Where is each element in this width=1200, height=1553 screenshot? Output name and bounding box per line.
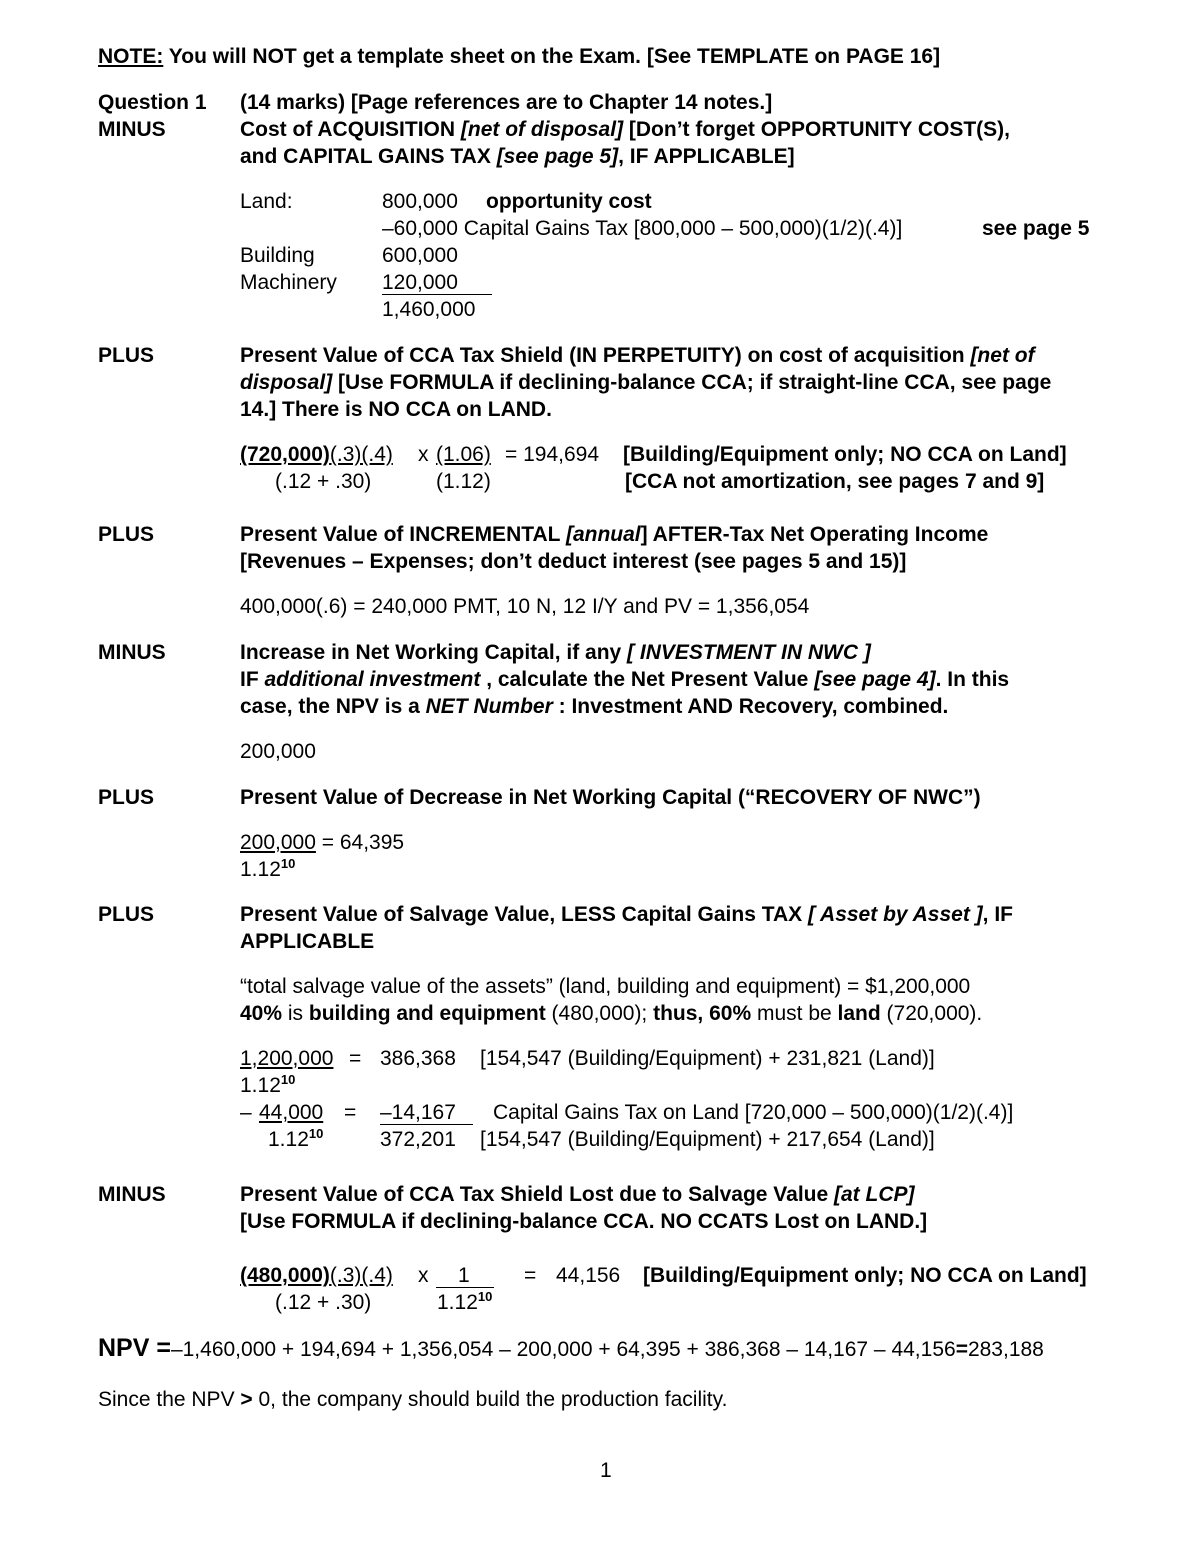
recovery-heading: Present Value of Decrease in Net Working Capital (“RECOVERY OF NWC”) — [240, 786, 981, 809]
cca-formula-x: x — [418, 443, 429, 466]
cca-heading-2: disposal] [Use FORMULA if declining-balance CCA; if straight-line CCA, see page — [240, 371, 1052, 394]
income-heading-1: Present Value of INCREMENTAL [annual] AFTER-Tax Net Operating Income — [240, 523, 989, 546]
cgt-ref: see page 5 — [982, 217, 1090, 240]
cca-formula-denominator-2: (1.12) — [436, 470, 491, 493]
cgt-pv: –14,167 — [380, 1101, 456, 1124]
ccats-lost-equals: = — [524, 1264, 537, 1287]
cgt-note: Capital Gains Tax on Land [720,000 – 500,000)(1/2)(.4)] — [493, 1101, 1014, 1124]
cca-note-2: [CCA not amortization, see pages 7 and 9] — [625, 470, 1045, 493]
cgt-subtotal-rule — [380, 1124, 473, 1125]
income-heading-2: [Revenues – Expenses; don’t deduct interest (see pages 5 and 15)] — [240, 550, 907, 573]
ccats-lost-one: 1 — [458, 1264, 470, 1287]
building-label: Building — [240, 244, 315, 267]
net-salvage-value: 372,201 — [380, 1128, 456, 1151]
ccats-lost-note: [Building/Equipment only; NO CCA on Land] — [643, 1264, 1087, 1287]
npv-expression: –1,460,000 + 194,694 + 1,356,054 – 200,000 + 64,395 + 386,368 – 14,167 – 44,156 — [170, 1338, 956, 1361]
acquisition-heading-1: Cost of ACQUISITION [net of disposal] [Don’t forget OPPORTUNITY COST(S), — [240, 118, 1010, 141]
cca-note-1: [Building/Equipment only; NO CCA on Land] — [623, 443, 1067, 466]
ccats-lost-heading-1: Present Value of CCA Tax Shield Lost due to Salvage Value [at LCP] — [240, 1183, 915, 1206]
npv-result: 283,188 — [967, 1338, 1044, 1361]
note-text: You will NOT get a template sheet on the Exam. [See TEMPLATE on PAGE 16] — [168, 45, 941, 68]
salvage-denominator: 1.12$^{10}$ — [240, 1072, 296, 1097]
salvage-numerator: 1,200,000 — [240, 1047, 334, 1070]
cgt-numerator: 44,000 — [259, 1101, 324, 1124]
land-note: opportunity cost — [486, 190, 652, 213]
recovery-formula: 200,000 = 64,395 — [240, 831, 405, 854]
acquisition-total: 1,460,000 — [382, 298, 476, 321]
recovery-denominator: 1.12$^{10}$ — [240, 856, 296, 881]
acquisition-heading-2: and CAPITAL GAINS TAX [see page 5], IF APPLICABLE] — [240, 145, 795, 168]
nwc-heading-1: Increase in Net Working Capital, if any [ INVESTMENT IN NWC ] — [240, 641, 871, 664]
nwc-heading-2: IF additional investment , calculate the Net Present Value [see page 4]. In this — [240, 668, 1010, 691]
section-sign-minus: MINUS — [98, 1183, 166, 1206]
npv-label: NPV = — [98, 1334, 171, 1362]
section-sign-plus: PLUS — [98, 786, 155, 809]
salvage-heading-2: APPLICABLE — [240, 930, 375, 953]
subtotal-rule — [382, 294, 492, 295]
salvage-pv-note: [154,547 (Building/Equipment) + 231,821 (Land)] — [480, 1047, 935, 1070]
ccats-lost-numerator: (480,000)(.3)(.4) — [240, 1264, 393, 1287]
salvage-equals: = — [349, 1047, 362, 1070]
salvage-heading-1: Present Value of Salvage Value, LESS Capital Gains TAX [ Asset by Asset ], IF — [240, 903, 1013, 926]
salvage-paragraph-1: “total salvage value of the assets” (land, building and equipment) = $1,200,000 — [240, 975, 971, 998]
cca-formula-numerator: (720,000)(.3)(.4) — [240, 443, 393, 466]
question-label: Question 1 — [98, 91, 207, 114]
net-salvage-note: [154,547 (Building/Equipment) + 217,654 (Land)] — [480, 1128, 935, 1151]
section-sign-minus: MINUS — [98, 118, 166, 141]
land-value: 800,000 — [382, 190, 458, 213]
section-sign-plus: PLUS — [98, 523, 155, 546]
salvage-pv: 386,368 — [380, 1047, 456, 1070]
cgt-equals: = — [344, 1101, 357, 1124]
question-marks: (14 marks) [Page references are to Chapter 14 notes.] — [240, 91, 773, 114]
machinery-label: Machinery — [240, 271, 337, 294]
income-calculation: 400,000(.6) = 240,000 PMT, 10 N, 12 I/Y and PV = 1,356,054 — [240, 595, 810, 618]
section-sign-plus: PLUS — [98, 903, 155, 926]
section-sign-minus: MINUS — [98, 641, 166, 664]
salvage-paragraph-2: 40% is building and equipment (480,000); thus, 60% must be land (720,000). — [240, 1002, 983, 1025]
nwc-value: 200,000 — [240, 740, 316, 763]
ccats-lost-fraction-bar — [436, 1287, 494, 1288]
cca-formula-multiplier: (1.06) — [436, 443, 491, 466]
ccats-lost-x: x — [418, 1264, 429, 1287]
page-number: 1 — [600, 1459, 612, 1482]
land-label: Land: — [240, 190, 293, 213]
cgt-denominator: 1.12$^{10}$ — [268, 1126, 324, 1151]
ccats-lost-denominator-2: 1.12$^{10}$ — [437, 1289, 493, 1314]
ccats-lost-denominator: (.12 + .30) — [275, 1291, 372, 1314]
ccats-lost-heading-2: [Use FORMULA if declining-balance CCA. NO CCATS Lost on LAND.] — [240, 1210, 928, 1233]
machinery-value: 120,000 — [382, 271, 458, 294]
cca-formula-result: = 194,694 — [505, 443, 600, 466]
nwc-heading-3: case, the NPV is a NET Number : Investment AND Recovery, combined. — [240, 695, 949, 718]
ccats-lost-result: 44,156 — [556, 1264, 621, 1287]
building-value: 600,000 — [382, 244, 458, 267]
note-line — [98, 46, 940, 67]
cca-heading-1: Present Value of CCA Tax Shield (IN PERPETUITY) on cost of acquisition [net of — [240, 344, 1035, 367]
cgt-line: –60,000 Capital Gains Tax [800,000 – 500,000)(1/2)(.4)] — [382, 217, 903, 240]
cca-heading-3: 14.] There is NO CCA on LAND. — [240, 398, 552, 421]
npv-line: NPV =–1,460,000 + 194,694 + 1,356,054 – 200,000 + 64,395 + 386,368 – 14,167 – 44,156=283,188 — [98, 1334, 1044, 1362]
section-sign-plus: PLUS — [98, 344, 155, 367]
cgt-minus-sign: – — [240, 1101, 252, 1124]
conclusion: Since the NPV > 0, the company should build the production facility. — [98, 1388, 728, 1411]
note-label: NOTE: — [98, 45, 164, 68]
cca-formula-denominator: (.12 + .30) — [275, 470, 372, 493]
